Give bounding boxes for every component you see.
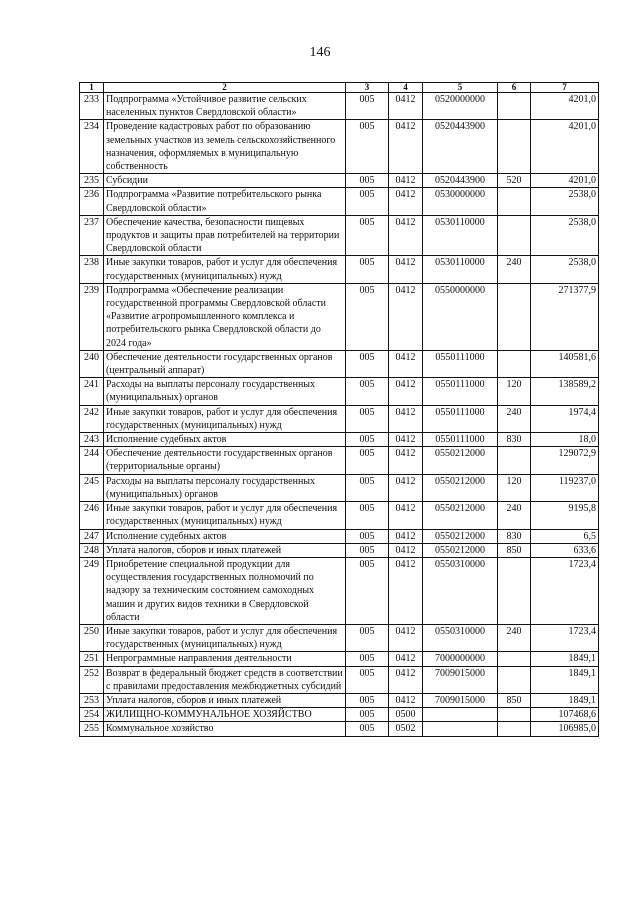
- table-row: [80, 543, 599, 557]
- row-sum: 271377,9: [531, 283, 599, 350]
- row-col-3: 005: [346, 174, 389, 188]
- table-header: [80, 83, 599, 93]
- row-col-3: 005: [346, 433, 389, 447]
- table-row: [80, 447, 599, 474]
- row-sum: 4201,0: [531, 174, 599, 188]
- row-sum: 1723,4: [531, 557, 599, 624]
- row-col-6: [498, 652, 531, 666]
- row-col-4: 0412: [389, 215, 423, 256]
- table-row: [80, 529, 599, 543]
- row-col-3: 005: [346, 215, 389, 256]
- row-name: Подпрограмма «Развитие потребительского рынка Свердловской области»: [104, 188, 346, 215]
- table-row: [80, 378, 599, 405]
- row-col-5: 0520443900: [423, 120, 498, 174]
- row-number: 234: [80, 120, 104, 174]
- row-col-4: 0412: [389, 666, 423, 693]
- header-col-7: 7: [531, 83, 599, 93]
- row-sum: 1723,4: [531, 624, 599, 651]
- header-col-6: 6: [498, 83, 531, 93]
- row-col-3: 005: [346, 378, 389, 405]
- row-col-4: 0500: [389, 708, 423, 722]
- row-col-3: 005: [346, 557, 389, 624]
- row-name: Исполнение судебных актов: [104, 529, 346, 543]
- row-sum: 2538,0: [531, 215, 599, 256]
- row-col-5: 7009015000: [423, 693, 498, 707]
- table-row: [80, 502, 599, 529]
- row-col-6: [498, 557, 531, 624]
- table-row: [80, 652, 599, 666]
- row-col-4: 0412: [389, 405, 423, 432]
- row-col-5: 0530110000: [423, 256, 498, 283]
- row-name: Коммунальное хозяйство: [104, 722, 346, 736]
- row-col-5: [423, 722, 498, 736]
- row-col-5: 0550212000: [423, 474, 498, 501]
- row-name: Обеспечение качества, безопасности пищевых продуктов и защиты прав потребителей на территории Свердловской области: [104, 215, 346, 256]
- row-name: Субсидии: [104, 174, 346, 188]
- row-name: ЖИЛИЩНО-КОММУНАЛЬНОЕ ХОЗЯЙСТВО: [104, 708, 346, 722]
- row-col-3: 005: [346, 708, 389, 722]
- row-col-4: 0412: [389, 378, 423, 405]
- row-sum: 18,0: [531, 433, 599, 447]
- row-col-4: 0412: [389, 283, 423, 350]
- row-sum: 1849,1: [531, 666, 599, 693]
- row-col-3: 005: [346, 474, 389, 501]
- row-name: Обеспечение деятельности государственных органов (территориальные органы): [104, 447, 346, 474]
- row-col-5: 7000000000: [423, 652, 498, 666]
- row-col-5: 0550212000: [423, 447, 498, 474]
- row-col-5: 0550111000: [423, 405, 498, 432]
- row-name: Приобретение специальной продукции для осуществления государственных полномочий по надзору за техническим состоянием самоходных машин и других видов техники в Свердловской области: [104, 557, 346, 624]
- row-sum: 4201,0: [531, 93, 599, 120]
- row-col-5: 7009015000: [423, 666, 498, 693]
- row-number: 247: [80, 529, 104, 543]
- row-col-4: 0412: [389, 174, 423, 188]
- row-col-6: 240: [498, 502, 531, 529]
- row-name: Иные закупки товаров, работ и услуг для обеспечения государственных (муниципальных) нужд: [104, 502, 346, 529]
- table-row: [80, 405, 599, 432]
- row-name: Подпрограмма «Обеспечение реализации государственной программы Свердловской области «Развитие агропромышленного комплекса и потребительского рынка Свердловской области до 2024 года»: [104, 283, 346, 350]
- row-col-3: 005: [346, 350, 389, 377]
- row-col-5: [423, 708, 498, 722]
- row-col-6: [498, 188, 531, 215]
- table-row: [80, 433, 599, 447]
- table-row: [80, 722, 599, 736]
- row-col-6: [498, 722, 531, 736]
- row-number: 237: [80, 215, 104, 256]
- row-col-6: [498, 283, 531, 350]
- row-col-5: 0550212000: [423, 502, 498, 529]
- row-sum: 1974,4: [531, 405, 599, 432]
- row-col-5: 0530000000: [423, 188, 498, 215]
- row-number: 240: [80, 350, 104, 377]
- row-col-6: 240: [498, 256, 531, 283]
- row-number: 252: [80, 666, 104, 693]
- row-col-6: [498, 93, 531, 120]
- table-row: [80, 666, 599, 693]
- row-name: Уплата налогов, сборов и иных платежей: [104, 693, 346, 707]
- header-col-4: 4: [389, 83, 423, 93]
- row-name: Проведение кадастровых работ по образованию земельных участков из земель сельскохозяйственного назначения, оформляемых в муниципальную собственность: [104, 120, 346, 174]
- row-col-6: 240: [498, 405, 531, 432]
- row-col-3: 005: [346, 120, 389, 174]
- row-col-6: 120: [498, 378, 531, 405]
- row-number: 253: [80, 693, 104, 707]
- row-number: 233: [80, 93, 104, 120]
- row-name: Расходы на выплаты персоналу государственных (муниципальных) органов: [104, 378, 346, 405]
- row-col-4: 0412: [389, 557, 423, 624]
- row-sum: 633,6: [531, 543, 599, 557]
- row-sum: 1849,1: [531, 652, 599, 666]
- header-row: [80, 83, 599, 93]
- row-number: 250: [80, 624, 104, 651]
- row-col-6: [498, 666, 531, 693]
- row-name: Подпрограмма «Устойчивое развитие сельских населенных пунктов Свердловской области»: [104, 93, 346, 120]
- row-name: Иные закупки товаров, работ и услуг для обеспечения государственных (муниципальных) нужд: [104, 624, 346, 651]
- row-col-5: 0550212000: [423, 529, 498, 543]
- row-col-4: 0502: [389, 722, 423, 736]
- row-col-4: 0412: [389, 93, 423, 120]
- row-sum: 2538,0: [531, 256, 599, 283]
- row-col-3: 005: [346, 502, 389, 529]
- row-name: Иные закупки товаров, работ и услуг для обеспечения государственных (муниципальных) нужд: [104, 405, 346, 432]
- row-col-3: 005: [346, 529, 389, 543]
- row-col-6: 830: [498, 433, 531, 447]
- row-col-5: 0550111000: [423, 433, 498, 447]
- row-col-3: 005: [346, 693, 389, 707]
- row-sum: 140581,6: [531, 350, 599, 377]
- row-sum: 129072,9: [531, 447, 599, 474]
- row-col-3: 005: [346, 447, 389, 474]
- row-col-6: 240: [498, 624, 531, 651]
- row-col-5: 0520000000: [423, 93, 498, 120]
- row-col-4: 0412: [389, 624, 423, 651]
- row-col-4: 0412: [389, 433, 423, 447]
- table-row: [80, 256, 599, 283]
- row-col-3: 005: [346, 256, 389, 283]
- row-number: 239: [80, 283, 104, 350]
- row-number: 243: [80, 433, 104, 447]
- row-col-4: 0412: [389, 256, 423, 283]
- row-col-6: 850: [498, 693, 531, 707]
- row-number: 236: [80, 188, 104, 215]
- row-sum: 138589,2: [531, 378, 599, 405]
- header-col-1: 1: [80, 83, 104, 93]
- row-col-6: [498, 215, 531, 256]
- row-name: Обеспечение деятельности государственных органов (центральный аппарат): [104, 350, 346, 377]
- header-col-5: 5: [423, 83, 498, 93]
- row-col-6: [498, 708, 531, 722]
- table-row: [80, 188, 599, 215]
- row-col-4: 0412: [389, 652, 423, 666]
- row-number: 238: [80, 256, 104, 283]
- table-row: [80, 693, 599, 707]
- row-col-5: 0550310000: [423, 557, 498, 624]
- row-col-4: 0412: [389, 120, 423, 174]
- row-col-5: 0530110000: [423, 215, 498, 256]
- row-col-5: 0550111000: [423, 350, 498, 377]
- row-sum: 107468,6: [531, 708, 599, 722]
- row-col-5: 0520443900: [423, 174, 498, 188]
- budget-table: [79, 82, 599, 737]
- row-col-4: 0412: [389, 502, 423, 529]
- row-sum: 4201,0: [531, 120, 599, 174]
- row-col-3: 005: [346, 722, 389, 736]
- row-number: 255: [80, 722, 104, 736]
- row-col-6: 120: [498, 474, 531, 501]
- row-name: Уплата налогов, сборов и иных платежей: [104, 543, 346, 557]
- row-col-4: 0412: [389, 529, 423, 543]
- row-name: Расходы на выплаты персоналу государственных (муниципальных) органов: [104, 474, 346, 501]
- row-col-3: 005: [346, 652, 389, 666]
- row-col-5: 0550310000: [423, 624, 498, 651]
- row-number: 254: [80, 708, 104, 722]
- row-name: Возврат в федеральный бюджет средств в соответствии с правилами предоставления межбюджетных субсидий: [104, 666, 346, 693]
- table-row: [80, 708, 599, 722]
- row-name: Иные закупки товаров, работ и услуг для обеспечения государственных (муниципальных) нужд: [104, 256, 346, 283]
- row-number: 248: [80, 543, 104, 557]
- table-row: [80, 120, 599, 174]
- row-col-3: 005: [346, 188, 389, 215]
- row-col-6: 520: [498, 174, 531, 188]
- table-row: [80, 557, 599, 624]
- row-col-5: 0550000000: [423, 283, 498, 350]
- row-number: 246: [80, 502, 104, 529]
- row-col-4: 0412: [389, 543, 423, 557]
- row-col-3: 005: [346, 624, 389, 651]
- row-number: 245: [80, 474, 104, 501]
- row-col-3: 005: [346, 666, 389, 693]
- table-body: [80, 93, 599, 737]
- row-col-3: 005: [346, 93, 389, 120]
- table-row: [80, 474, 599, 501]
- header-col-2: 2: [104, 83, 346, 93]
- table-row: [80, 93, 599, 120]
- row-col-6: 830: [498, 529, 531, 543]
- row-sum: 6,5: [531, 529, 599, 543]
- row-col-5: 0550212000: [423, 543, 498, 557]
- row-col-4: 0412: [389, 350, 423, 377]
- row-number: 244: [80, 447, 104, 474]
- row-col-3: 005: [346, 543, 389, 557]
- row-col-4: 0412: [389, 447, 423, 474]
- header-col-3: 3: [346, 83, 389, 93]
- row-sum: 106985,0: [531, 722, 599, 736]
- row-name: Непрограммные направления деятельности: [104, 652, 346, 666]
- row-number: 251: [80, 652, 104, 666]
- row-number: 249: [80, 557, 104, 624]
- row-col-3: 005: [346, 405, 389, 432]
- row-col-3: 005: [346, 283, 389, 350]
- row-col-6: [498, 447, 531, 474]
- row-col-4: 0412: [389, 188, 423, 215]
- table-row: [80, 283, 599, 350]
- table-row: [80, 174, 599, 188]
- row-number: 242: [80, 405, 104, 432]
- row-col-5: 0550111000: [423, 378, 498, 405]
- row-sum: 1849,1: [531, 693, 599, 707]
- row-number: 241: [80, 378, 104, 405]
- table-row: [80, 215, 599, 256]
- row-col-4: 0412: [389, 693, 423, 707]
- row-number: 235: [80, 174, 104, 188]
- row-col-6: [498, 120, 531, 174]
- row-sum: 119237,0: [531, 474, 599, 501]
- row-sum: 2538,0: [531, 188, 599, 215]
- row-col-6: [498, 350, 531, 377]
- table-row: [80, 350, 599, 377]
- page-number: 146: [309, 45, 331, 60]
- row-col-6: 850: [498, 543, 531, 557]
- table-row: [80, 624, 599, 651]
- row-name: Исполнение судебных актов: [104, 433, 346, 447]
- row-sum: 9195,8: [531, 502, 599, 529]
- row-col-4: 0412: [389, 474, 423, 501]
